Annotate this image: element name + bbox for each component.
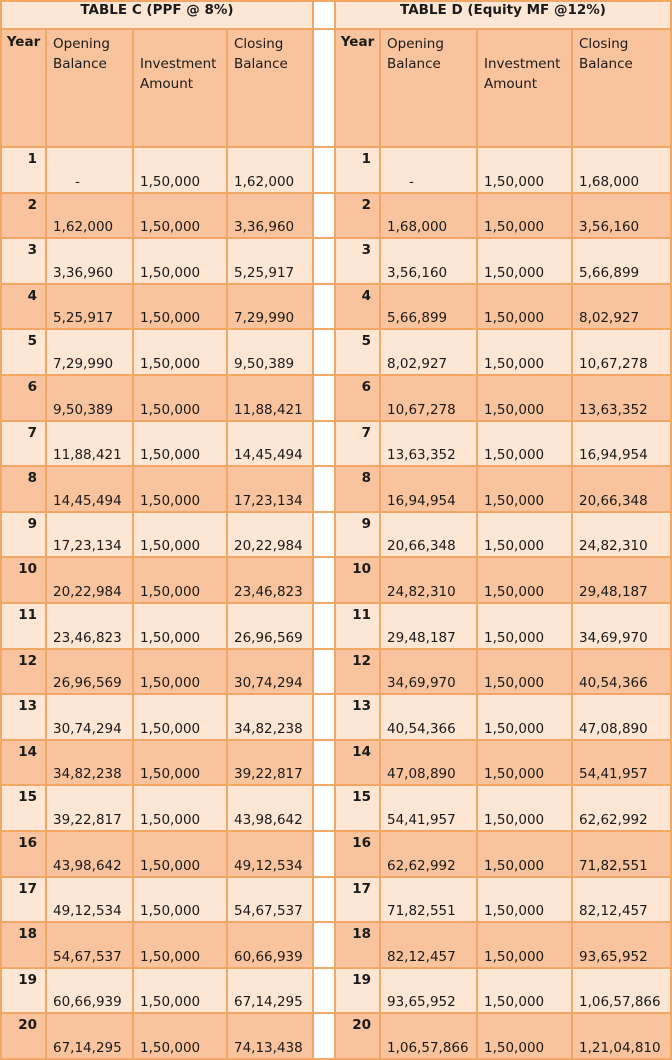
table-c-closing-cell: 20,22,984 bbox=[227, 512, 313, 558]
table-d-closing-cell: 1,06,57,866 bbox=[572, 968, 671, 1014]
table-d-year-cell: 20 bbox=[335, 1013, 380, 1059]
table-c-year-cell: 13 bbox=[1, 694, 46, 740]
table-d-opening-cell: 10,67,278 bbox=[380, 375, 477, 421]
table-c-closing-cell: 3,36,960 bbox=[227, 193, 313, 239]
table-c-opening-cell: 34,82,238 bbox=[46, 740, 133, 786]
table-c-year-cell: 11 bbox=[1, 603, 46, 649]
table-c-investment-cell: 1,50,000 bbox=[133, 375, 227, 421]
table-d-investment-cell: 1,50,000 bbox=[477, 968, 572, 1014]
table-d-investment-cell: 1,50,000 bbox=[477, 603, 572, 649]
table-d-closing-cell: 40,54,366 bbox=[572, 649, 671, 695]
table-d-year-cell: 18 bbox=[335, 922, 380, 968]
table-c-opening-cell: 17,23,134 bbox=[46, 512, 133, 558]
table-d-investment-header: Investment Amount bbox=[477, 29, 572, 147]
table-c-closing-cell: 43,98,642 bbox=[227, 785, 313, 831]
table-c-opening-cell: 54,67,537 bbox=[46, 922, 133, 968]
table-d-investment-cell: 1,50,000 bbox=[477, 922, 572, 968]
table-d-opening-cell: 62,62,992 bbox=[380, 831, 477, 877]
table-c-closing-cell: 1,62,000 bbox=[227, 147, 313, 193]
table-row bbox=[1, 466, 671, 512]
table-c-closing-cell: 26,96,569 bbox=[227, 603, 313, 649]
table-d-year-cell: 8 bbox=[335, 466, 380, 512]
table-d-year-cell: 12 bbox=[335, 649, 380, 695]
column-separator bbox=[313, 694, 335, 740]
table-c-year-cell: 12 bbox=[1, 649, 46, 695]
table-c-year-cell: 9 bbox=[1, 512, 46, 558]
column-separator bbox=[313, 29, 335, 147]
column-separator bbox=[313, 466, 335, 512]
table-row bbox=[1, 238, 671, 284]
table-c-closing-cell: 11,88,421 bbox=[227, 375, 313, 421]
table-c-investment-cell: 1,50,000 bbox=[133, 421, 227, 467]
table-c-opening-cell: 20,22,984 bbox=[46, 557, 133, 603]
table-d-closing-cell: 16,94,954 bbox=[572, 421, 671, 467]
table-c-opening-cell: 14,45,494 bbox=[46, 466, 133, 512]
table-c-investment-cell: 1,50,000 bbox=[133, 831, 227, 877]
table-c-opening-cell: 5,25,917 bbox=[46, 284, 133, 330]
table-row bbox=[1, 329, 671, 375]
column-separator bbox=[313, 329, 335, 375]
column-separator bbox=[313, 512, 335, 558]
table-c-opening-cell: 11,88,421 bbox=[46, 421, 133, 467]
table-d-investment-cell: 1,50,000 bbox=[477, 238, 572, 284]
table-row bbox=[1, 603, 671, 649]
table-d-investment-cell: 1,50,000 bbox=[477, 740, 572, 786]
table-d-closing-cell: 1,21,04,810 bbox=[572, 1013, 671, 1059]
table-d-year-cell: 1 bbox=[335, 147, 380, 193]
table-d-investment-cell: 1,50,000 bbox=[477, 1013, 572, 1059]
table-c-closing-cell: 39,22,817 bbox=[227, 740, 313, 786]
table-c-investment-cell: 1,50,000 bbox=[133, 694, 227, 740]
table-c-investment-cell: 1,50,000 bbox=[133, 922, 227, 968]
table-c-closing-cell: 60,66,939 bbox=[227, 922, 313, 968]
table-d-closing-cell: 13,63,352 bbox=[572, 375, 671, 421]
table-c-closing-cell: 23,46,823 bbox=[227, 557, 313, 603]
table-row bbox=[1, 193, 671, 239]
table-row bbox=[1, 785, 671, 831]
table-d-closing-cell: 82,12,457 bbox=[572, 877, 671, 923]
table-c-opening-cell: 7,29,990 bbox=[46, 329, 133, 375]
column-separator bbox=[313, 557, 335, 603]
table-c-year-cell: 20 bbox=[1, 1013, 46, 1059]
table-d-closing-cell: 54,41,957 bbox=[572, 740, 671, 786]
table-row bbox=[1, 877, 671, 923]
table-c-closing-cell: 5,25,917 bbox=[227, 238, 313, 284]
table-d-year-cell: 3 bbox=[335, 238, 380, 284]
table-d-closing-cell: 71,82,551 bbox=[572, 831, 671, 877]
table-row bbox=[1, 831, 671, 877]
table-d-year-cell: 4 bbox=[335, 284, 380, 330]
table-c-opening-cell: 26,96,569 bbox=[46, 649, 133, 695]
table-d-opening-cell: 8,02,927 bbox=[380, 329, 477, 375]
table-c-closing-cell: 54,67,537 bbox=[227, 877, 313, 923]
table-c-opening-cell: - bbox=[46, 147, 133, 193]
table-c-investment-cell: 1,50,000 bbox=[133, 603, 227, 649]
table-d-opening-cell: 47,08,890 bbox=[380, 740, 477, 786]
table-d-year-cell: 6 bbox=[335, 375, 380, 421]
table-d-investment-cell: 1,50,000 bbox=[477, 694, 572, 740]
table-d-opening-cell: 1,68,000 bbox=[380, 193, 477, 239]
table-d-year-cell: 19 bbox=[335, 968, 380, 1014]
table-d-year-cell: 9 bbox=[335, 512, 380, 558]
table-d-opening-cell: 71,82,551 bbox=[380, 877, 477, 923]
column-separator bbox=[313, 147, 335, 193]
table-c-opening-cell: 9,50,389 bbox=[46, 375, 133, 421]
table-d-year-cell: 2 bbox=[335, 193, 380, 239]
table-row bbox=[1, 649, 671, 695]
table-c-investment-cell: 1,50,000 bbox=[133, 649, 227, 695]
table-row bbox=[1, 1013, 671, 1059]
table-d-year-cell: 10 bbox=[335, 557, 380, 603]
table-d-investment-cell: 1,50,000 bbox=[477, 785, 572, 831]
table-d-investment-cell: 1,50,000 bbox=[477, 147, 572, 193]
table-d-opening-cell: 16,94,954 bbox=[380, 466, 477, 512]
table-c-closing-cell: 34,82,238 bbox=[227, 694, 313, 740]
table-d-year-cell: 17 bbox=[335, 877, 380, 923]
table-c-closing-cell: 9,50,389 bbox=[227, 329, 313, 375]
table-c-investment-cell: 1,50,000 bbox=[133, 1013, 227, 1059]
table-row bbox=[1, 740, 671, 786]
table-c-opening-cell: 39,22,817 bbox=[46, 785, 133, 831]
table-d-opening-cell: 29,48,187 bbox=[380, 603, 477, 649]
table-d-closing-cell: 8,02,927 bbox=[572, 284, 671, 330]
table-c-investment-cell: 1,50,000 bbox=[133, 193, 227, 239]
table-d-investment-cell: 1,50,000 bbox=[477, 877, 572, 923]
table-c-year-cell: 6 bbox=[1, 375, 46, 421]
column-separator bbox=[313, 603, 335, 649]
table-d-investment-cell: 1,50,000 bbox=[477, 557, 572, 603]
table-c-closing-cell: 30,74,294 bbox=[227, 649, 313, 695]
table-d-closing-cell: 1,68,000 bbox=[572, 147, 671, 193]
table-d-closing-cell: 47,08,890 bbox=[572, 694, 671, 740]
table-d-opening-cell: - bbox=[380, 147, 477, 193]
table-d-closing-cell: 24,82,310 bbox=[572, 512, 671, 558]
table-row bbox=[1, 694, 671, 740]
table-d-title: TABLE D (Equity MF @12%) bbox=[335, 1, 671, 29]
table-row bbox=[1, 557, 671, 603]
table-d-opening-cell: 54,41,957 bbox=[380, 785, 477, 831]
table-c-investment-cell: 1,50,000 bbox=[133, 740, 227, 786]
table-c-year-cell: 7 bbox=[1, 421, 46, 467]
table-d-year-cell: 11 bbox=[335, 603, 380, 649]
table-c-year-cell: 14 bbox=[1, 740, 46, 786]
table-c-year-header: Year bbox=[1, 29, 46, 147]
table-c-closing-header: Closing Balance bbox=[227, 29, 313, 147]
table-d-opening-cell: 82,12,457 bbox=[380, 922, 477, 968]
column-separator bbox=[313, 421, 335, 467]
table-d-opening-header: Opening Balance bbox=[380, 29, 477, 147]
table-c-year-cell: 2 bbox=[1, 193, 46, 239]
table-c-closing-cell: 7,29,990 bbox=[227, 284, 313, 330]
table-d-closing-header: Closing Balance bbox=[572, 29, 671, 147]
table-c-closing-cell: 49,12,534 bbox=[227, 831, 313, 877]
table-d-year-cell: 14 bbox=[335, 740, 380, 786]
table-c-year-cell: 4 bbox=[1, 284, 46, 330]
table-c-investment-cell: 1,50,000 bbox=[133, 877, 227, 923]
table-d-investment-cell: 1,50,000 bbox=[477, 512, 572, 558]
table-c-closing-cell: 14,45,494 bbox=[227, 421, 313, 467]
table-c-year-cell: 19 bbox=[1, 968, 46, 1014]
table-d-year-cell: 16 bbox=[335, 831, 380, 877]
table-c-year-cell: 17 bbox=[1, 877, 46, 923]
table-d-opening-cell: 5,66,899 bbox=[380, 284, 477, 330]
table-c-year-cell: 18 bbox=[1, 922, 46, 968]
table-d-investment-cell: 1,50,000 bbox=[477, 329, 572, 375]
header-row bbox=[1, 29, 671, 147]
column-separator bbox=[313, 1, 335, 29]
column-separator bbox=[313, 831, 335, 877]
column-separator bbox=[313, 375, 335, 421]
table-c-investment-cell: 1,50,000 bbox=[133, 147, 227, 193]
table-c-investment-cell: 1,50,000 bbox=[133, 557, 227, 603]
table-d-opening-cell: 3,56,160 bbox=[380, 238, 477, 284]
table-c-year-cell: 5 bbox=[1, 329, 46, 375]
table-c-investment-cell: 1,50,000 bbox=[133, 238, 227, 284]
table-c-closing-cell: 17,23,134 bbox=[227, 466, 313, 512]
table-c-investment-cell: 1,50,000 bbox=[133, 466, 227, 512]
title-row bbox=[1, 1, 671, 29]
column-separator bbox=[313, 740, 335, 786]
table-c-opening-cell: 1,62,000 bbox=[46, 193, 133, 239]
table-c-opening-cell: 30,74,294 bbox=[46, 694, 133, 740]
table-d-closing-cell: 10,67,278 bbox=[572, 329, 671, 375]
table-c-investment-cell: 1,50,000 bbox=[133, 284, 227, 330]
table-d-investment-cell: 1,50,000 bbox=[477, 284, 572, 330]
table-c-investment-cell: 1,50,000 bbox=[133, 968, 227, 1014]
table-c-year-cell: 3 bbox=[1, 238, 46, 284]
table-row bbox=[1, 421, 671, 467]
column-separator bbox=[313, 785, 335, 831]
table-d-investment-cell: 1,50,000 bbox=[477, 649, 572, 695]
table-row bbox=[1, 922, 671, 968]
table-c-opening-cell: 67,14,295 bbox=[46, 1013, 133, 1059]
table-c-opening-cell: 3,36,960 bbox=[46, 238, 133, 284]
column-separator bbox=[313, 649, 335, 695]
table-c-year-cell: 1 bbox=[1, 147, 46, 193]
table-c-opening-cell: 43,98,642 bbox=[46, 831, 133, 877]
table-c-opening-header: Opening Balance bbox=[46, 29, 133, 147]
table-d-opening-cell: 34,69,970 bbox=[380, 649, 477, 695]
table-row bbox=[1, 284, 671, 330]
table-c-year-cell: 8 bbox=[1, 466, 46, 512]
column-separator bbox=[313, 1013, 335, 1059]
table-d-closing-cell: 20,66,348 bbox=[572, 466, 671, 512]
table-row bbox=[1, 375, 671, 421]
table-c-opening-cell: 23,46,823 bbox=[46, 603, 133, 649]
table-d-investment-cell: 1,50,000 bbox=[477, 466, 572, 512]
table-d-closing-cell: 34,69,970 bbox=[572, 603, 671, 649]
table-d-investment-cell: 1,50,000 bbox=[477, 421, 572, 467]
table-row bbox=[1, 968, 671, 1014]
column-separator bbox=[313, 922, 335, 968]
table-d-closing-cell: 3,56,160 bbox=[572, 193, 671, 239]
table-c-closing-cell: 74,13,438 bbox=[227, 1013, 313, 1059]
table-d-investment-cell: 1,50,000 bbox=[477, 375, 572, 421]
table-c-investment-cell: 1,50,000 bbox=[133, 329, 227, 375]
table-c-opening-cell: 60,66,939 bbox=[46, 968, 133, 1014]
table-c-closing-cell: 67,14,295 bbox=[227, 968, 313, 1014]
table-c-investment-header: Investment Amount bbox=[133, 29, 227, 147]
table-d-investment-cell: 1,50,000 bbox=[477, 193, 572, 239]
table-d-year-cell: 13 bbox=[335, 694, 380, 740]
table-d-year-header: Year bbox=[335, 29, 380, 147]
table-d-opening-cell: 13,63,352 bbox=[380, 421, 477, 467]
table-c-opening-cell: 49,12,534 bbox=[46, 877, 133, 923]
table-c-investment-cell: 1,50,000 bbox=[133, 785, 227, 831]
table-c-year-cell: 16 bbox=[1, 831, 46, 877]
table-c-year-cell: 15 bbox=[1, 785, 46, 831]
column-separator bbox=[313, 877, 335, 923]
table-d-year-cell: 5 bbox=[335, 329, 380, 375]
column-separator bbox=[313, 284, 335, 330]
table-d-opening-cell: 1,06,57,866 bbox=[380, 1013, 477, 1059]
table-d-closing-cell: 5,66,899 bbox=[572, 238, 671, 284]
table-d-opening-cell: 93,65,952 bbox=[380, 968, 477, 1014]
column-separator bbox=[313, 193, 335, 239]
table-c-title: TABLE C (PPF @ 8%) bbox=[1, 1, 313, 29]
table-d-opening-cell: 40,54,366 bbox=[380, 694, 477, 740]
table-d-closing-cell: 62,62,992 bbox=[572, 785, 671, 831]
table-d-opening-cell: 24,82,310 bbox=[380, 557, 477, 603]
table-c-year-cell: 10 bbox=[1, 557, 46, 603]
table-row bbox=[1, 512, 671, 558]
table-d-year-cell: 7 bbox=[335, 421, 380, 467]
table-d-closing-cell: 93,65,952 bbox=[572, 922, 671, 968]
column-separator bbox=[313, 968, 335, 1014]
table-d-closing-cell: 29,48,187 bbox=[572, 557, 671, 603]
table-c-investment-cell: 1,50,000 bbox=[133, 512, 227, 558]
table-row bbox=[1, 147, 671, 193]
table-d-opening-cell: 20,66,348 bbox=[380, 512, 477, 558]
column-separator bbox=[313, 238, 335, 284]
table-d-year-cell: 15 bbox=[335, 785, 380, 831]
table-d-investment-cell: 1,50,000 bbox=[477, 831, 572, 877]
